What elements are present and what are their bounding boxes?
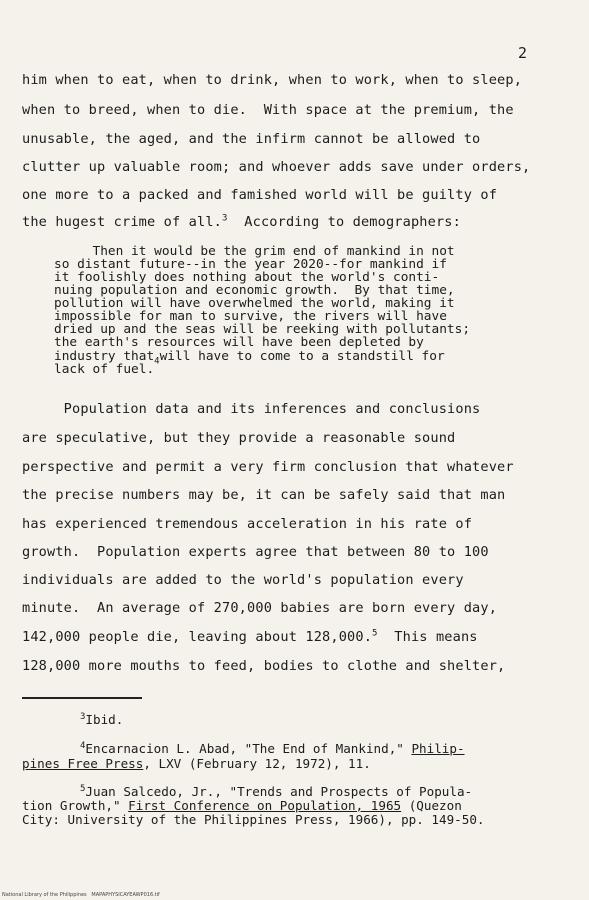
- quote-line: nuing population and economic growth. By that time,: [54, 283, 455, 298]
- quote-line: dried up and the seas will be reeking with pollutants;: [54, 322, 471, 337]
- footnote-rule: [22, 697, 142, 699]
- body-line: are speculative, but they provide a reasonable sound: [22, 430, 456, 446]
- quote-line: industry that$_4$will have to come to a standstill for: [54, 349, 445, 367]
- body-line: the hugest crime of all.$^3$ According to demographers:: [22, 213, 461, 230]
- footnote-5: $^5$Juan Salcedo, Jr., "Trends and Prospects of Popula-: [80, 783, 473, 799]
- body-line: 142,000 people die, leaving about 128,000.$^5$ This means: [22, 628, 478, 645]
- footnote-4: $^4$Encarnacion L. Abad, "The End of Mankind," Philip-: [80, 740, 465, 756]
- archive-mark: National Library of the Philippines MAPAPHYSICAYEAWP016.tif: [2, 892, 160, 898]
- body-line: 128,000 more mouths to feed, bodies to clothe and shelter,: [22, 658, 506, 674]
- quote-line: so distant future--in the year 2020--for mankind if: [54, 257, 447, 272]
- quote-line: it foolishly does nothing about the world's conti-: [54, 270, 440, 285]
- quote-line: pollution will have overwhelmed the world, making it: [54, 296, 455, 311]
- quote-line: the earth's resources will have been depleted by: [54, 335, 424, 350]
- body-line: one more to a packed and famished world will be guilty of: [22, 187, 498, 203]
- body-line: has experienced tremendous acceleration in his rate of: [22, 516, 473, 532]
- footnote-ref: 5: [372, 628, 378, 639]
- body-line: unusable, the aged, and the infirm cannot be allowed to: [22, 131, 481, 147]
- quote-line: lack of fuel.: [54, 362, 155, 377]
- quote-line: impossible for man to survive, the rivers will have: [54, 309, 447, 324]
- body-line: him when to eat, when to drink, when to work, when to sleep,: [22, 72, 523, 88]
- body-line: the precise numbers may be, it can be safely said that man: [22, 487, 506, 503]
- footnote-ref: 4: [154, 356, 160, 367]
- footnote-ref: 3: [222, 213, 228, 224]
- page-number: 2: [518, 44, 528, 62]
- footnote-5-cont: City: University of the Philippines Press, 1966), pp. 149-50.: [22, 812, 485, 827]
- footnote-4-cont: pines Free Press, LXV (February 12, 1972), 11.: [22, 756, 371, 771]
- body-line: Population data and its inferences and conclusions: [22, 401, 481, 417]
- body-line: growth. Population experts agree that between 80 to 100: [22, 544, 489, 560]
- footnote-5-cont: tion Growth," First Conference on Population, 1965 (Quezon: [22, 798, 462, 813]
- body-line: when to breed, when to die. With space at the premium, the: [22, 102, 514, 118]
- quote-line: Then it would be the grim end of mankind in not: [54, 244, 455, 259]
- body-line: clutter up valuable room; and whoever adds save under orders,: [22, 159, 531, 175]
- body-line: individuals are added to the world's population every: [22, 572, 464, 588]
- footnote-3: $^3$Ibid.: [80, 711, 124, 727]
- body-line: minute. An average of 270,000 babies are born every day,: [22, 600, 498, 616]
- body-line: perspective and permit a very firm conclusion that whatever: [22, 459, 514, 475]
